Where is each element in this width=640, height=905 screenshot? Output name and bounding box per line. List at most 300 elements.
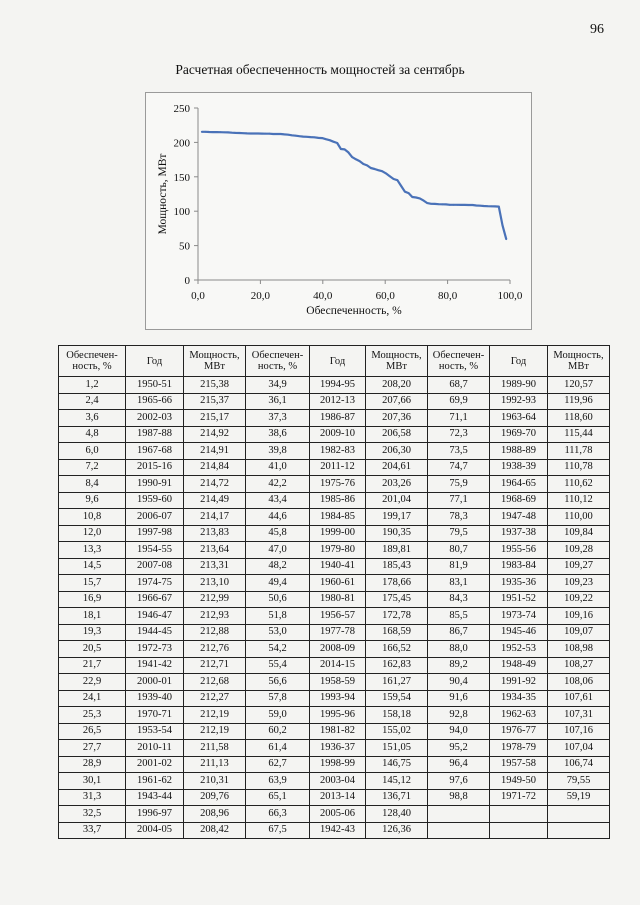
- data-point: [396, 179, 398, 181]
- cell-supply: 1,2: [59, 377, 126, 394]
- cell-year: 1987-88: [126, 426, 184, 443]
- cell-year: 1974-75: [126, 575, 184, 592]
- cell-supply: 89,2: [428, 657, 490, 674]
- cell-power: 211,13: [184, 756, 246, 773]
- data-point: [419, 198, 421, 200]
- cell-supply: 16,9: [59, 591, 126, 608]
- cell-supply: 38,6: [246, 426, 310, 443]
- table-row: [59, 641, 610, 658]
- header-power-3: Мощность, МВт: [548, 346, 610, 377]
- data-point: [468, 204, 470, 206]
- table-row: [59, 575, 610, 592]
- cell-supply: 37,3: [246, 410, 310, 427]
- cell-year: 1989-90: [490, 377, 548, 394]
- cell-supply: 65,1: [246, 789, 310, 806]
- cell-power: 128,40: [366, 806, 428, 823]
- cell-supply: 2,4: [59, 393, 126, 410]
- cell-year: 1983-84: [490, 558, 548, 575]
- cell-supply: 13,3: [59, 542, 126, 559]
- data-point: [299, 135, 301, 137]
- data-point: [490, 205, 492, 207]
- cell-supply: 12,0: [59, 525, 126, 542]
- cell-supply: 91,6: [428, 690, 490, 707]
- cell-power: 214,49: [184, 492, 246, 509]
- data-point: [242, 132, 244, 134]
- cell-supply: 69,9: [428, 393, 490, 410]
- cell-year: 1993-94: [310, 690, 366, 707]
- cell-supply: 9,6: [59, 492, 126, 509]
- cell-power: 166,52: [366, 641, 428, 658]
- supply-table: [58, 345, 610, 839]
- cell-power: 168,59: [366, 624, 428, 641]
- data-point: [464, 204, 466, 206]
- cell-power: 210,31: [184, 773, 246, 790]
- cell-power: 175,45: [366, 591, 428, 608]
- cell-power: 107,04: [548, 740, 610, 757]
- data-point: [389, 175, 391, 177]
- cell-power: 214,92: [184, 426, 246, 443]
- cell-power: 206,30: [366, 443, 428, 460]
- y-tick-label: 150: [173, 171, 190, 184]
- data-point: [265, 133, 267, 135]
- cell-power: 115,44: [548, 426, 610, 443]
- cell-supply: 63,9: [246, 773, 310, 790]
- cell-year: 1948-49: [490, 657, 548, 674]
- data-point: [408, 192, 410, 194]
- cell-power: 151,05: [366, 740, 428, 757]
- data-point: [426, 202, 428, 204]
- cell-year: 2000-01: [126, 674, 184, 691]
- y-tick-label: 50: [179, 240, 190, 253]
- cell-power: 120,57: [548, 377, 610, 394]
- cell-year: 1975-76: [310, 476, 366, 493]
- cell-power: 118,60: [548, 410, 610, 427]
- cell-power: 199,17: [366, 509, 428, 526]
- cell-year: 1979-80: [310, 542, 366, 559]
- cell-power: 214,91: [184, 443, 246, 460]
- cell-power: 159,54: [366, 690, 428, 707]
- cell-year: 1947-48: [490, 509, 548, 526]
- cell-supply: 67,5: [246, 822, 310, 839]
- cell-year: 1943-44: [126, 789, 184, 806]
- cell-power: 212,19: [184, 723, 246, 740]
- cell-supply: [428, 822, 490, 839]
- data-point: [377, 169, 379, 171]
- chart-frame: [145, 92, 532, 330]
- cell-power: 207,36: [366, 410, 428, 427]
- data-point: [302, 136, 304, 138]
- data-point: [295, 135, 297, 137]
- data-point: [366, 165, 368, 167]
- table-row: [59, 410, 610, 427]
- data-point: [415, 197, 417, 199]
- cell-year: 1939-40: [126, 690, 184, 707]
- header-supply-1: Обеспечен-ность, %: [59, 346, 126, 377]
- data-point: [306, 136, 308, 138]
- data-point: [201, 131, 203, 133]
- cell-supply: 15,7: [59, 575, 126, 592]
- cell-power: 208,20: [366, 377, 428, 394]
- cell-year: 1963-64: [490, 410, 548, 427]
- table-row: [59, 674, 610, 691]
- data-point: [333, 141, 335, 143]
- cell-power: 214,17: [184, 509, 246, 526]
- table-row: [59, 624, 610, 641]
- cell-supply: 19,3: [59, 624, 126, 641]
- data-point: [475, 205, 477, 207]
- cell-year: 1949-50: [490, 773, 548, 790]
- cell-year: 1978-79: [490, 740, 548, 757]
- cell-supply: 50,6: [246, 591, 310, 608]
- table-row: [59, 393, 610, 410]
- cell-year: 1981-82: [310, 723, 366, 740]
- cell-supply: 59,0: [246, 707, 310, 724]
- cell-power: 109,07: [548, 624, 610, 641]
- x-tick-label: 100,0: [497, 290, 523, 302]
- cell-year: 2005-06: [310, 806, 366, 823]
- data-point: [287, 134, 289, 136]
- cell-supply: 48,2: [246, 558, 310, 575]
- cell-power: 155,02: [366, 723, 428, 740]
- data-point: [212, 131, 214, 133]
- cell-year: 1956-57: [310, 608, 366, 625]
- cell-year: 1996-97: [126, 806, 184, 823]
- table-row: [59, 492, 610, 509]
- cell-supply: 27,7: [59, 740, 126, 757]
- cell-power: 111,78: [548, 443, 610, 460]
- data-point: [362, 163, 364, 165]
- data-point: [487, 205, 489, 207]
- cell-supply: 72,3: [428, 426, 490, 443]
- data-point: [351, 156, 353, 158]
- cell-power: 215,17: [184, 410, 246, 427]
- data-point: [423, 200, 425, 202]
- data-point: [313, 136, 315, 138]
- cell-power: 212,93: [184, 608, 246, 625]
- cell-year: 2014-15: [310, 657, 366, 674]
- cell-year: 1980-81: [310, 591, 366, 608]
- cell-year: 1942-43: [310, 822, 366, 839]
- cell-year: 2012-13: [310, 393, 366, 410]
- cell-power: 178,66: [366, 575, 428, 592]
- cell-supply: 51,8: [246, 608, 310, 625]
- cell-power: 110,12: [548, 492, 610, 509]
- cell-power: 119,96: [548, 393, 610, 410]
- data-point: [430, 203, 432, 205]
- cell-supply: 30,1: [59, 773, 126, 790]
- cell-supply: 32,5: [59, 806, 126, 823]
- cell-power: [548, 806, 610, 823]
- cell-supply: 22,9: [59, 674, 126, 691]
- cell-year: 1936-37: [310, 740, 366, 757]
- cell-power: 107,31: [548, 707, 610, 724]
- cell-power: 206,58: [366, 426, 428, 443]
- data-point: [460, 204, 462, 206]
- data-point: [347, 152, 349, 154]
- cell-supply: 39,8: [246, 443, 310, 460]
- data-point: [505, 238, 507, 240]
- data-point: [231, 132, 233, 134]
- cell-power: 108,27: [548, 657, 610, 674]
- data-point: [472, 204, 474, 206]
- cell-year: 2011-12: [310, 459, 366, 476]
- cell-supply: 33,7: [59, 822, 126, 839]
- cell-power: 213,31: [184, 558, 246, 575]
- cell-year: 1959-60: [126, 492, 184, 509]
- cell-supply: 60,2: [246, 723, 310, 740]
- page-number: 96: [590, 22, 604, 37]
- cell-year: 1941-42: [126, 657, 184, 674]
- cell-power: 162,83: [366, 657, 428, 674]
- cell-power: 126,36: [366, 822, 428, 839]
- cell-year: 1961-62: [126, 773, 184, 790]
- cell-supply: 96,4: [428, 756, 490, 773]
- data-point: [239, 132, 241, 134]
- cell-supply: 56,6: [246, 674, 310, 691]
- header-year-2: Год: [310, 346, 366, 377]
- cell-power: 109,22: [548, 591, 610, 608]
- cell-power: 213,64: [184, 542, 246, 559]
- cell-year: 2004-05: [126, 822, 184, 839]
- cell-power: 213,10: [184, 575, 246, 592]
- cell-year: 1951-52: [490, 591, 548, 608]
- cell-power: 215,37: [184, 393, 246, 410]
- cell-power: 109,28: [548, 542, 610, 559]
- cell-year: 1984-85: [310, 509, 366, 526]
- cell-power: 106,74: [548, 756, 610, 773]
- cell-supply: 31,3: [59, 789, 126, 806]
- cell-supply: 41,0: [246, 459, 310, 476]
- cell-power: 204,61: [366, 459, 428, 476]
- table-row: [59, 690, 610, 707]
- data-point: [329, 139, 331, 141]
- data-point: [456, 204, 458, 206]
- cell-power: 203,26: [366, 476, 428, 493]
- cell-year: 1969-70: [490, 426, 548, 443]
- cell-supply: 61,4: [246, 740, 310, 757]
- cell-year: 1938-39: [490, 459, 548, 476]
- cell-supply: 73,5: [428, 443, 490, 460]
- data-point: [269, 133, 271, 135]
- cell-power: 214,72: [184, 476, 246, 493]
- cell-supply: 47,0: [246, 542, 310, 559]
- data-point: [223, 131, 225, 133]
- cell-year: 1973-74: [490, 608, 548, 625]
- cell-year: 1965-66: [126, 393, 184, 410]
- cell-power: 107,61: [548, 690, 610, 707]
- table-row: [59, 822, 610, 839]
- cell-power: 109,84: [548, 525, 610, 542]
- cell-power: 212,19: [184, 707, 246, 724]
- cell-supply: 21,7: [59, 657, 126, 674]
- cell-year: 1955-56: [490, 542, 548, 559]
- data-point: [325, 138, 327, 140]
- cell-supply: 7,2: [59, 459, 126, 476]
- cell-year: 1994-95: [310, 377, 366, 394]
- cell-supply: 49,4: [246, 575, 310, 592]
- data-point: [291, 134, 293, 136]
- data-point: [336, 142, 338, 144]
- cell-power: 109,27: [548, 558, 610, 575]
- cell-supply: 92,8: [428, 707, 490, 724]
- cell-supply: 43,4: [246, 492, 310, 509]
- cell-supply: 57,8: [246, 690, 310, 707]
- data-point: [445, 204, 447, 206]
- cell-year: 2010-11: [126, 740, 184, 757]
- cell-power: 190,35: [366, 525, 428, 542]
- cell-year: 1952-53: [490, 641, 548, 658]
- header-power-1: Мощность, МВт: [184, 346, 246, 377]
- table-row: [59, 377, 610, 394]
- cell-year: 1962-63: [490, 707, 548, 724]
- cell-supply: 83,1: [428, 575, 490, 592]
- cell-power: 212,99: [184, 591, 246, 608]
- data-point: [370, 167, 372, 169]
- header-supply-2: Обеспечен-ность, %: [246, 346, 310, 377]
- data-point: [441, 203, 443, 205]
- table-row: [59, 509, 610, 526]
- cell-year: 1937-38: [490, 525, 548, 542]
- cell-year: 1945-46: [490, 624, 548, 641]
- data-point: [502, 224, 504, 226]
- cell-year: 1958-59: [310, 674, 366, 691]
- cell-supply: 18,1: [59, 608, 126, 625]
- cell-power: 215,38: [184, 377, 246, 394]
- cell-year: 1940-41: [310, 558, 366, 575]
- cell-supply: 24,1: [59, 690, 126, 707]
- table-row: [59, 756, 610, 773]
- cell-power: 212,71: [184, 657, 246, 674]
- table-row: [59, 459, 610, 476]
- data-point: [250, 133, 252, 135]
- table-row: [59, 426, 610, 443]
- table-row: [59, 608, 610, 625]
- cell-year: 1953-54: [126, 723, 184, 740]
- cell-year: 1935-36: [490, 575, 548, 592]
- cell-year: 1982-83: [310, 443, 366, 460]
- data-point: [254, 133, 256, 135]
- cell-supply: 45,8: [246, 525, 310, 542]
- series-line: [202, 132, 507, 240]
- cell-supply: 97,6: [428, 773, 490, 790]
- cell-year: [490, 822, 548, 839]
- cell-power: 110,00: [548, 509, 610, 526]
- data-point: [355, 158, 357, 160]
- data-point: [272, 133, 274, 135]
- cell-power: [548, 822, 610, 839]
- cell-supply: 42,2: [246, 476, 310, 493]
- cell-power: 201,04: [366, 492, 428, 509]
- table-row: [59, 525, 610, 542]
- cell-supply: 71,1: [428, 410, 490, 427]
- data-point: [400, 185, 402, 187]
- cell-supply: 79,5: [428, 525, 490, 542]
- cell-year: 1972-73: [126, 641, 184, 658]
- cell-supply: 84,3: [428, 591, 490, 608]
- cell-supply: 6,0: [59, 443, 126, 460]
- cell-supply: 68,7: [428, 377, 490, 394]
- y-tick-label: 100: [173, 206, 190, 219]
- cell-power: 79,55: [548, 773, 610, 790]
- cell-year: 1998-99: [310, 756, 366, 773]
- cell-supply: 3,6: [59, 410, 126, 427]
- data-point: [220, 131, 222, 133]
- cell-supply: 86,7: [428, 624, 490, 641]
- cell-supply: 90,4: [428, 674, 490, 691]
- table-row: [59, 707, 610, 724]
- cell-supply: 54,2: [246, 641, 310, 658]
- table-row: [59, 591, 610, 608]
- cell-power: 214,84: [184, 459, 246, 476]
- cell-power: 211,58: [184, 740, 246, 757]
- y-tick-label: 250: [173, 103, 190, 115]
- table-row: [59, 773, 610, 790]
- data-point: [404, 191, 406, 193]
- header-year-3: Год: [490, 346, 548, 377]
- cell-year: 2006-07: [126, 509, 184, 526]
- table-row: [59, 723, 610, 740]
- data-point: [393, 178, 395, 180]
- power-supply-chart: [146, 93, 531, 329]
- data-point: [498, 206, 500, 208]
- y-axis-label: Мощность, МВт: [157, 153, 169, 235]
- cell-supply: [428, 806, 490, 823]
- cell-year: 1968-69: [490, 492, 548, 509]
- x-axis-label: Обеспеченность, %: [306, 305, 402, 317]
- data-point: [216, 131, 218, 133]
- data-point: [261, 133, 263, 135]
- cell-year: 1966-67: [126, 591, 184, 608]
- cell-supply: 74,7: [428, 459, 490, 476]
- cell-supply: 14,5: [59, 558, 126, 575]
- x-tick-label: 20,0: [250, 290, 271, 302]
- cell-year: 1967-68: [126, 443, 184, 460]
- cell-power: 212,88: [184, 624, 246, 641]
- x-tick-label: 60,0: [375, 290, 395, 302]
- cell-power: 108,98: [548, 641, 610, 658]
- cell-year: 1964-65: [490, 476, 548, 493]
- data-point: [344, 149, 346, 151]
- data-point: [208, 131, 210, 133]
- chart-title: Расчетная обеспеченность мощностей за сентябрь: [175, 62, 465, 77]
- data-point: [246, 132, 248, 134]
- cell-supply: 28,9: [59, 756, 126, 773]
- cell-power: 208,96: [184, 806, 246, 823]
- cell-power: 158,18: [366, 707, 428, 724]
- cell-year: 2009-10: [310, 426, 366, 443]
- cell-supply: 98,8: [428, 789, 490, 806]
- cell-supply: 4,8: [59, 426, 126, 443]
- table-row: [59, 542, 610, 559]
- cell-year: 2002-03: [126, 410, 184, 427]
- cell-supply: 94,0: [428, 723, 490, 740]
- cell-supply: 53,0: [246, 624, 310, 641]
- cell-supply: 20,5: [59, 641, 126, 658]
- data-point: [374, 168, 376, 170]
- cell-year: 1960-61: [310, 575, 366, 592]
- cell-supply: 8,4: [59, 476, 126, 493]
- cell-power: 107,16: [548, 723, 610, 740]
- cell-year: 1992-93: [490, 393, 548, 410]
- table-row: [59, 657, 610, 674]
- data-point: [205, 131, 207, 133]
- cell-year: 1934-35: [490, 690, 548, 707]
- table-row: [59, 740, 610, 757]
- cell-year: 1976-77: [490, 723, 548, 740]
- data-point: [494, 205, 496, 207]
- cell-supply: 55,4: [246, 657, 310, 674]
- cell-supply: 26,5: [59, 723, 126, 740]
